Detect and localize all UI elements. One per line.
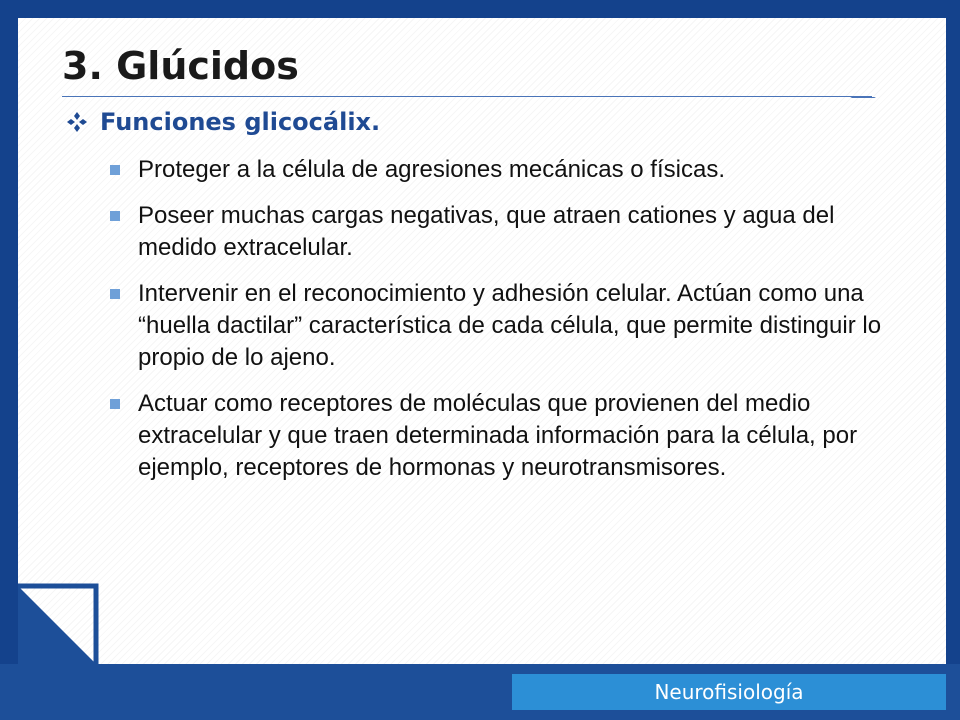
section-heading-text: Funciones glicocálix. — [100, 108, 381, 136]
square-bullet-icon — [110, 165, 120, 175]
square-bullet-icon — [110, 399, 120, 409]
footer-label: Neurofisiología — [512, 674, 946, 710]
title-underline — [62, 96, 872, 97]
slide-title: 3. Glúcidos — [62, 44, 299, 88]
list-item-text: Poseer muchas cargas negativas, que atraen cationes y agua del medido extracelular. — [138, 202, 835, 261]
section-heading — [66, 108, 380, 136]
list-item — [106, 278, 906, 374]
bullet-list — [106, 154, 906, 498]
list-item-text: Actuar como receptores de moléculas que provienen del medio extracelular y que traen determinada información para la célula, por ejemplo, receptores de hormonas y neurotransmisores. — [138, 390, 858, 481]
list-item — [106, 154, 906, 186]
list-item — [106, 200, 906, 264]
corner-decoration — [0, 560, 110, 670]
square-bullet-icon — [110, 211, 120, 221]
square-bullet-icon — [110, 289, 120, 299]
list-item-text: Proteger a la célula de agresiones mecánicas o físicas. — [138, 156, 725, 183]
list-item — [106, 388, 906, 484]
four-diamond-bullet-icon — [66, 111, 88, 133]
list-item-text: Intervenir en el reconocimiento y adhesión celular. Actúan como una “huella dactilar” característica de cada célula, que permite distinguir lo propio de lo ajeno. — [138, 280, 882, 371]
